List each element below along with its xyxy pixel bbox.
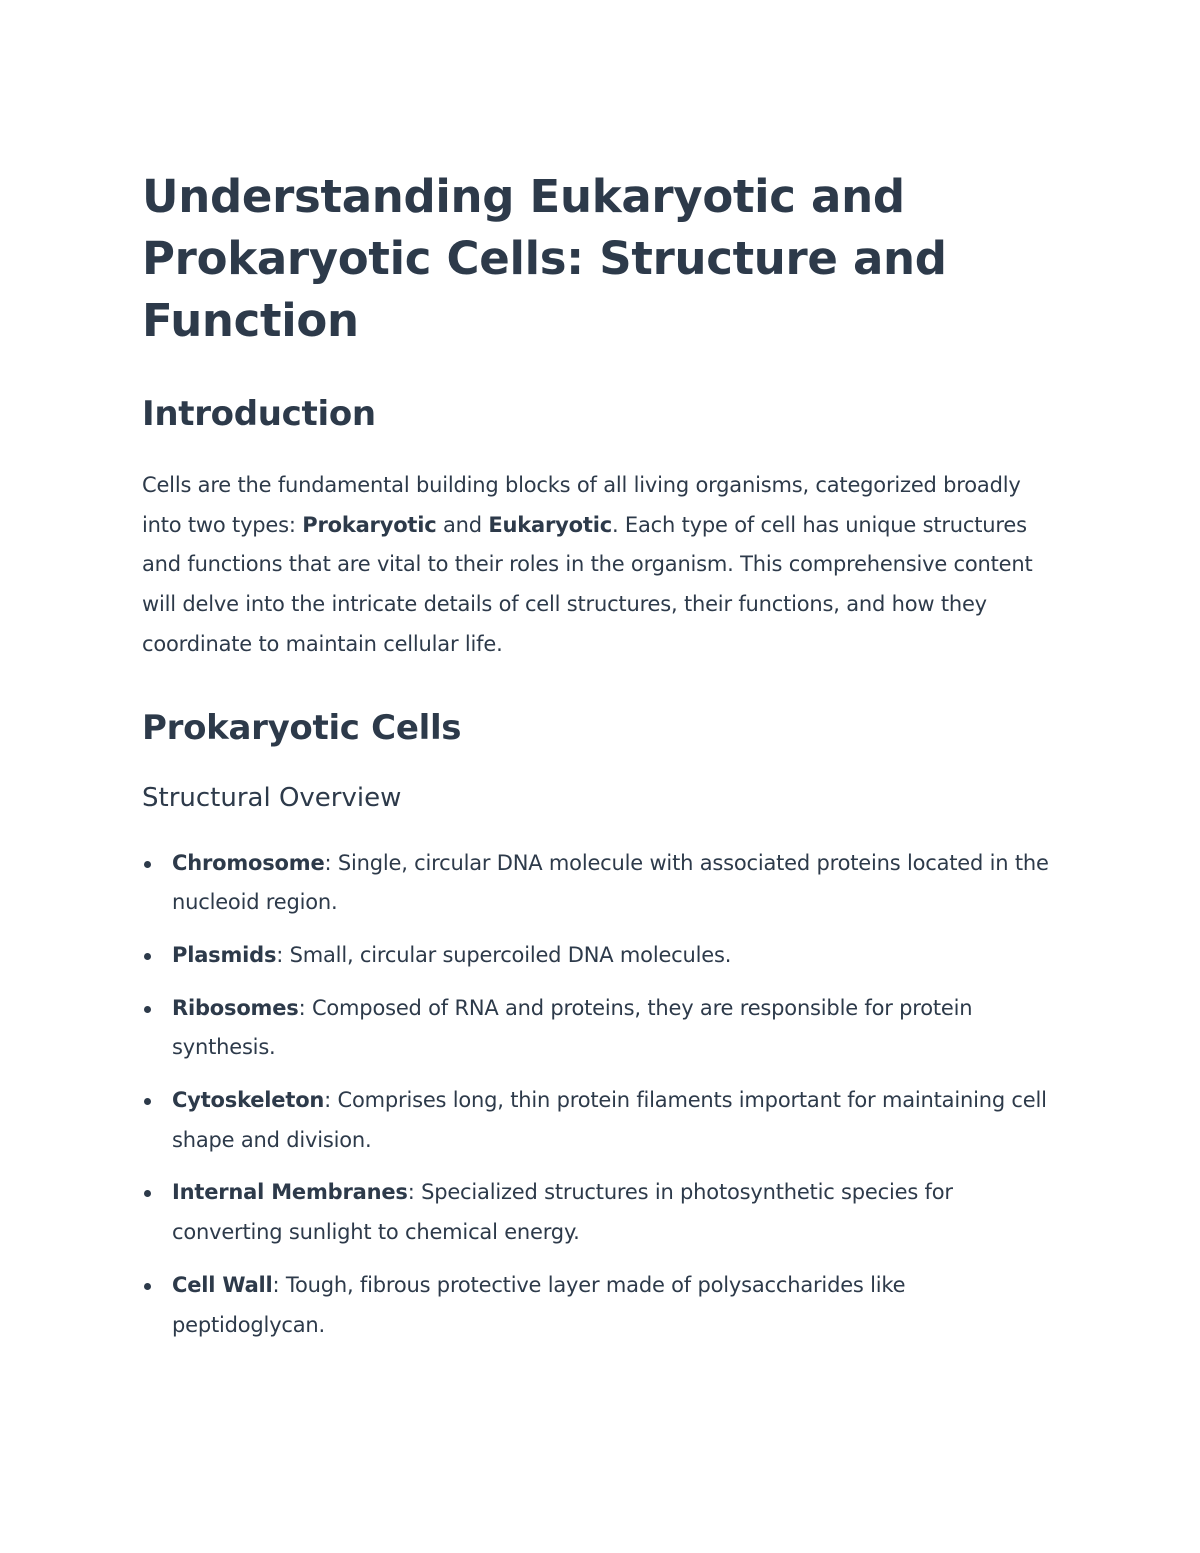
bullet-icon (144, 1006, 151, 1013)
list-item-description: : Comprises long, thin protein filaments important for maintaining cell shape and division. (172, 1088, 1047, 1152)
list-item-internal-membranes (142, 1173, 1062, 1252)
list-item-term: Cytoskeleton (172, 1088, 325, 1113)
list-item-term: Chromosome (172, 850, 325, 875)
list-item-description: : Small, circular supercoiled DNA molecules. (276, 942, 732, 967)
list-item-term: Internal Membranes (172, 1180, 408, 1205)
structure-list (142, 844, 1062, 1346)
list-item-term: Ribosomes (172, 995, 299, 1020)
list-item-term: Plasmids (172, 942, 277, 967)
intro-bold-eukaryotic: Eukaryotic (488, 512, 612, 537)
bullet-icon (144, 1190, 151, 1197)
bullet-icon (144, 1283, 151, 1290)
prokaryotic-cells-heading: Prokaryotic Cells (142, 707, 462, 748)
list-item-term: Cell Wall (172, 1272, 273, 1297)
document-title: Understanding Eukaryotic and Prokaryotic Cells: Structure and Function (142, 170, 947, 347)
list-item-description: : Single, circular DNA molecule with associated proteins located in the nucleoid region. (172, 850, 1049, 915)
list-item-description: : Tough, fibrous protective layer made of polysaccharides like peptidoglycan. (172, 1272, 906, 1337)
bullet-icon (144, 861, 151, 868)
introduction-heading: Introduction (142, 394, 376, 434)
intro-text-part-1: Cells are the fundamental building blocks of all living organisms, categorized broadly into two types: (142, 473, 1021, 537)
introduction-paragraph (142, 466, 1062, 665)
list-item-cytoskeleton (142, 1081, 1062, 1160)
document-page (142, 166, 1062, 1358)
list-item-description: : Composed of RNA and proteins, they are responsible for protein synthesis. (172, 995, 973, 1060)
list-item-plasmids (142, 936, 1062, 976)
list-item-cell-wall (142, 1266, 1062, 1345)
list-item-chromosome (142, 844, 1062, 923)
structural-overview-heading: Structural Overview (142, 782, 402, 813)
intro-text-part-2: and (436, 512, 489, 537)
bullet-icon (144, 953, 151, 960)
intro-text-part-3: . Each type of cell has unique structures and functions that are vital to their roles in the organism. This comprehensive content will delve into the intricate details of cell structures, their functions, and how they coordinate to maintain cellular life. (142, 512, 1033, 656)
intro-bold-prokaryotic: Prokaryotic (302, 512, 437, 537)
bullet-icon (144, 1098, 151, 1105)
list-item-ribosomes (142, 989, 1062, 1068)
list-item-description: : Specialized structures in photosynthetic species for converting sunlight to chemical energy. (172, 1180, 953, 1245)
